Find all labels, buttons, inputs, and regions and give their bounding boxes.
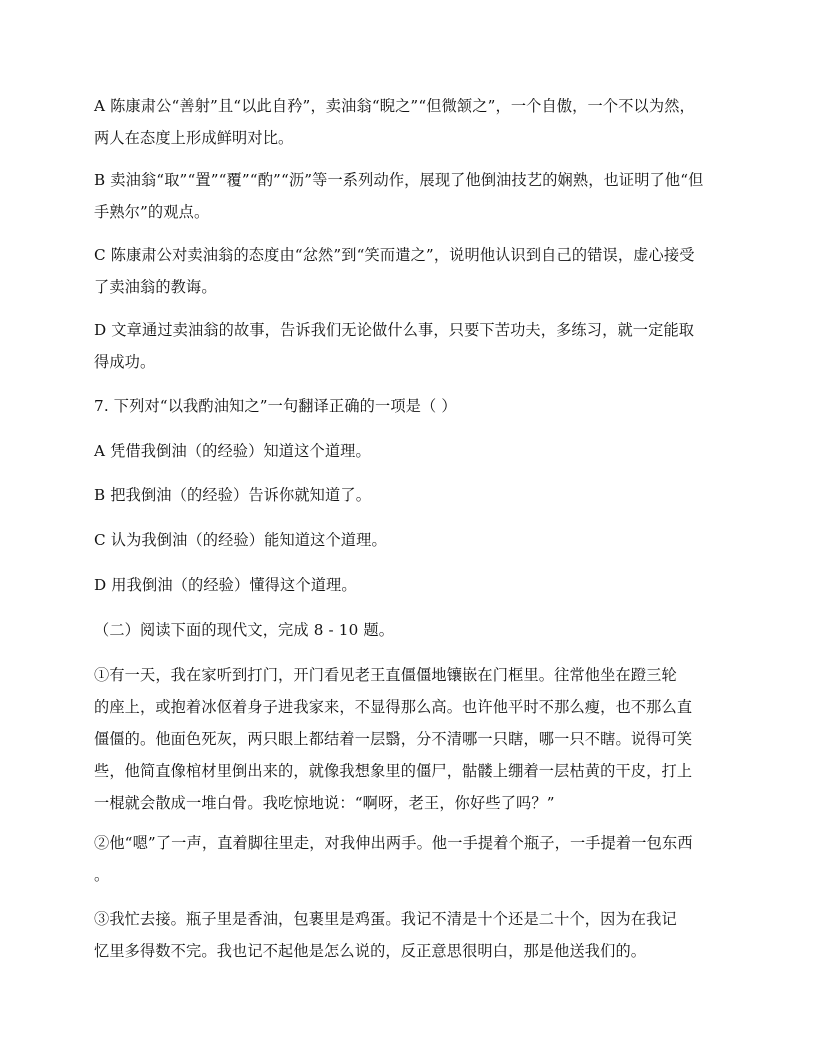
- q7-option-d-text: D 用我倒油（的经验）懂得这个道理。: [94, 576, 357, 594]
- q7-option-b-text: B 把我倒油（的经验）告诉你就知道了。: [94, 486, 372, 504]
- passage-p2-line2: 。: [94, 866, 110, 884]
- q6-option-b-line1: B 卖油翁“取”“置”“覆”“酌”“沥”等一系列动作，展现了他倒油技艺的娴熟，也证明了他“但: [94, 171, 704, 189]
- q7-option-c: [94, 524, 726, 556]
- passage-p1-line3: 僵僵的。他面色死灰，两只眼上都结着一层翳，分不清哪一只瞎，哪一只不瞎。说得可笑: [94, 730, 693, 748]
- passage-p3-line2: 忆里多得数不完。我也记不起他是怎么说的，反正意思很明白，那是他送我们的。: [94, 942, 647, 960]
- q7-option-d: [94, 569, 726, 601]
- passage-p1-line4: 些，他简直像棺材里倒出来的，就像我想象里的僵尸，骷髅上绷着一层枯黄的干皮，打上: [94, 762, 693, 780]
- passage-p1-line1: ①有一天，我在家听到打门，开门看见老王直僵僵地镶嵌在门框里。往常他坐在蹬三轮: [94, 666, 677, 684]
- q6-option-c-line2: 了卖油翁的教诲。: [94, 278, 217, 296]
- q7-option-c-text: C 认为我倒油（的经验）能知道这个道理。: [94, 531, 387, 549]
- q6-option-d-line1: D 文章通过卖油翁的故事，告诉我们无论做什么事，只要下苦功夫，多练习，就一定能取: [94, 321, 695, 339]
- q7-option-a: [94, 435, 726, 467]
- q7-stem-text: 7. 下列对“以我酌油知之”一句翻译正确的一项是（ ）: [94, 397, 457, 415]
- passage-p2-line1: ②他“嗯”了一声，直着脚往里走，对我伸出两手。他一手提着个瓶子，一手提着一包东西: [94, 834, 693, 852]
- q6-option-b-line2: 手熟尔”的观点。: [94, 203, 210, 221]
- passage-paragraph-2: [94, 827, 726, 891]
- q7-option-b: [94, 479, 726, 511]
- q7-stem: [94, 390, 726, 422]
- q7-option-a-text: A 凭借我倒油（的经验）知道这个道理。: [94, 442, 371, 460]
- passage-paragraph-1: [94, 659, 726, 819]
- q6-option-c: [94, 239, 726, 303]
- q6-option-a-line1: A 陈康肃公“善射”且“以此自矜”，卖油翁“睨之”“但微颔之”，一个自傲，一个不以为然，: [94, 97, 695, 115]
- passage-p1-line5: 一棍就会散成一堆白骨。我吃惊地说：“啊呀，老王，你好些了吗？”: [94, 794, 555, 812]
- section-heading: [94, 614, 726, 646]
- section-heading-text: （二）阅读下面的现代文，完成 8 - 10 题。: [94, 621, 395, 639]
- q6-option-d: [94, 314, 726, 378]
- q6-option-a-line2: 两人在态度上形成鲜明对比。: [94, 129, 294, 147]
- q6-option-c-line1: C 陈康肃公对卖油翁的态度由“忿然”到“笑而遣之”，说明他认识到自己的错误，虚心接受: [94, 246, 695, 264]
- q6-option-a: [94, 90, 726, 154]
- passage-p3-line1: ③我忙去接。瓶子里是香油，包裹里是鸡蛋。我记不清是十个还是二十个，因为在我记: [94, 910, 677, 928]
- q6-option-d-line2: 得成功。: [94, 353, 156, 371]
- passage-p1-line2: 的座上，或抱着冰伛着身子进我家来，不显得那么高。也许他平时不那么瘦，也不那么直: [94, 698, 693, 716]
- q6-option-b: [94, 164, 726, 228]
- passage-paragraph-3: [94, 903, 726, 967]
